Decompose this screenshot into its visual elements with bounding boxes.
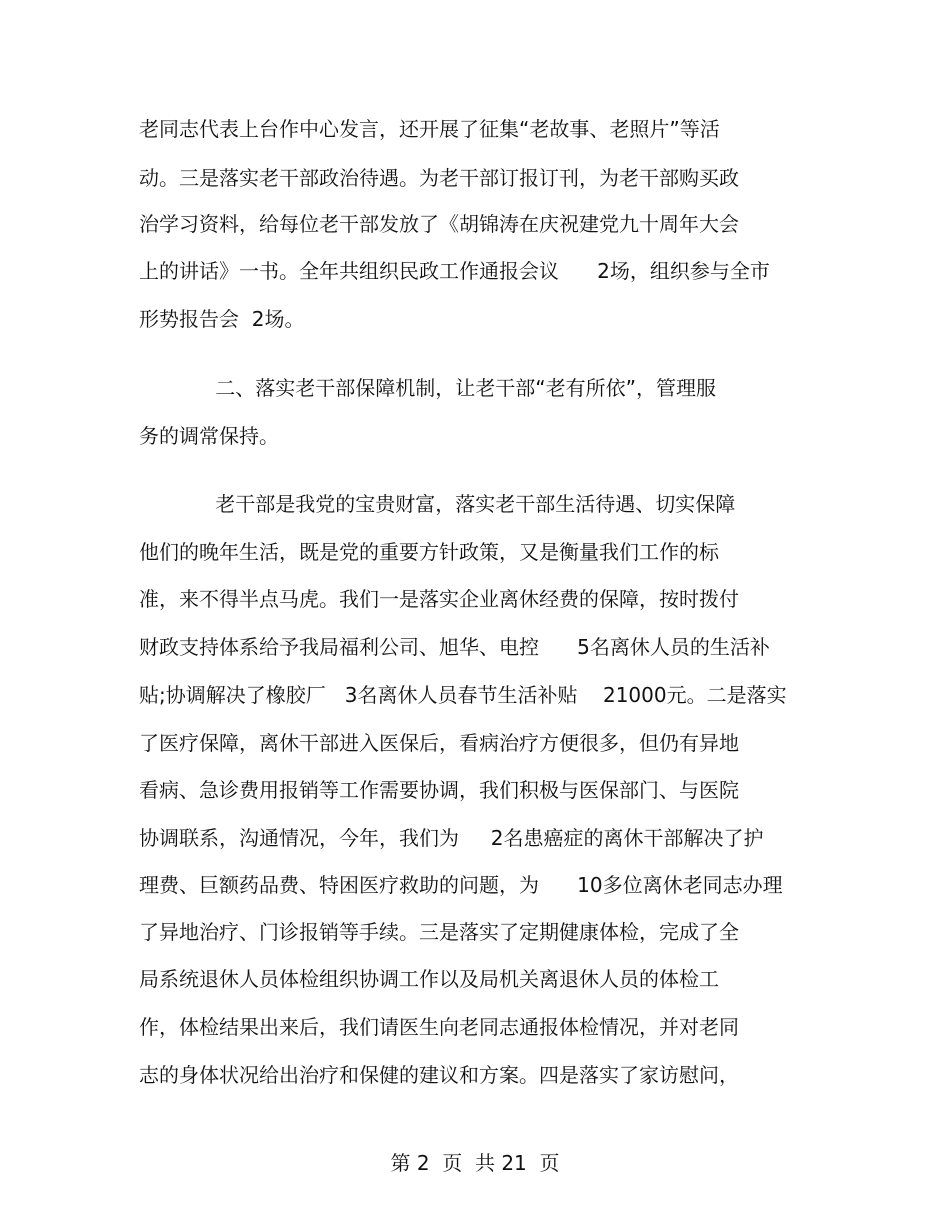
- body-text-line: 动。三是落实老干部政治待遇。为老干部订报订刊，为老干部购买政: [139, 166, 739, 190]
- body-text-line: 形势报告会 2场。: [139, 307, 305, 331]
- body-text-line: 志的身体状况给出治疗和保健的建议和方案。四是落实了家访慰问，: [139, 1063, 739, 1087]
- body-text-line: 治学习资料，给每位老干部发放了《胡锦涛在庆祝建党九十周年大会: [139, 212, 739, 236]
- body-text-line: 理费、巨额药品费、特困医疗救助的问题，为 10多位离休老同志办理: [139, 873, 783, 897]
- body-text-line: 老同志代表上台作中心发言，还开展了征集“老故事、老照片”等活: [139, 117, 720, 141]
- body-text-line: 作，体检结果出来后，我们请医生向老同志通报体检情况，并对老同: [139, 1015, 739, 1039]
- body-text-line: 老干部是我党的宝贵财富，落实老干部生活待遇、切实保障: [139, 492, 736, 516]
- body-text-line: 看病、急诊费用报销等工作需要协调，我们积极与医保部门、与医院: [139, 778, 739, 802]
- body-text-line: 他们的晚年生活，既是党的重要方针政策，又是衡量我们工作的标: [139, 540, 719, 564]
- body-text-line: 了医疗保障，离休干部进入医保后，看病治疗方便很多，但仍有异地: [139, 731, 739, 755]
- body-text-line: 局系统退休人员体检组织协调工作以及局机关离退休人员的体检工: [139, 967, 719, 991]
- page-number-footer: 第 2 页 共 21 页: [390, 1151, 560, 1175]
- body-text-line: 上的讲话》一书。全年共组织民政工作通报会议 2场，组织参与全市: [139, 259, 770, 283]
- body-text-line: 准，来不得半点马虎。我们一是落实企业离休经费的保障，按时拨付: [139, 587, 739, 611]
- section-heading-line: 务的调常保持。: [139, 424, 279, 448]
- section-heading-line: 二、落实老干部保障机制，让老干部“老有所依”，管理服: [139, 376, 717, 400]
- body-text-line: 了异地治疗、门诊报销等手续。三是落实了定期健康体检，完成了全: [139, 920, 739, 944]
- body-text-line: 财政支持体系给予我局福利公司、旭华、电控 5名离休人员的生活补: [139, 635, 770, 659]
- body-text-line: 协调联系，沟通情况，今年，我们为 2名患癌症的离休干部解决了护: [139, 826, 764, 850]
- body-text-line: 贴;协调解决了橡胶厂 3名离休人员春节生活补贴 21000元。二是落实: [139, 683, 787, 707]
